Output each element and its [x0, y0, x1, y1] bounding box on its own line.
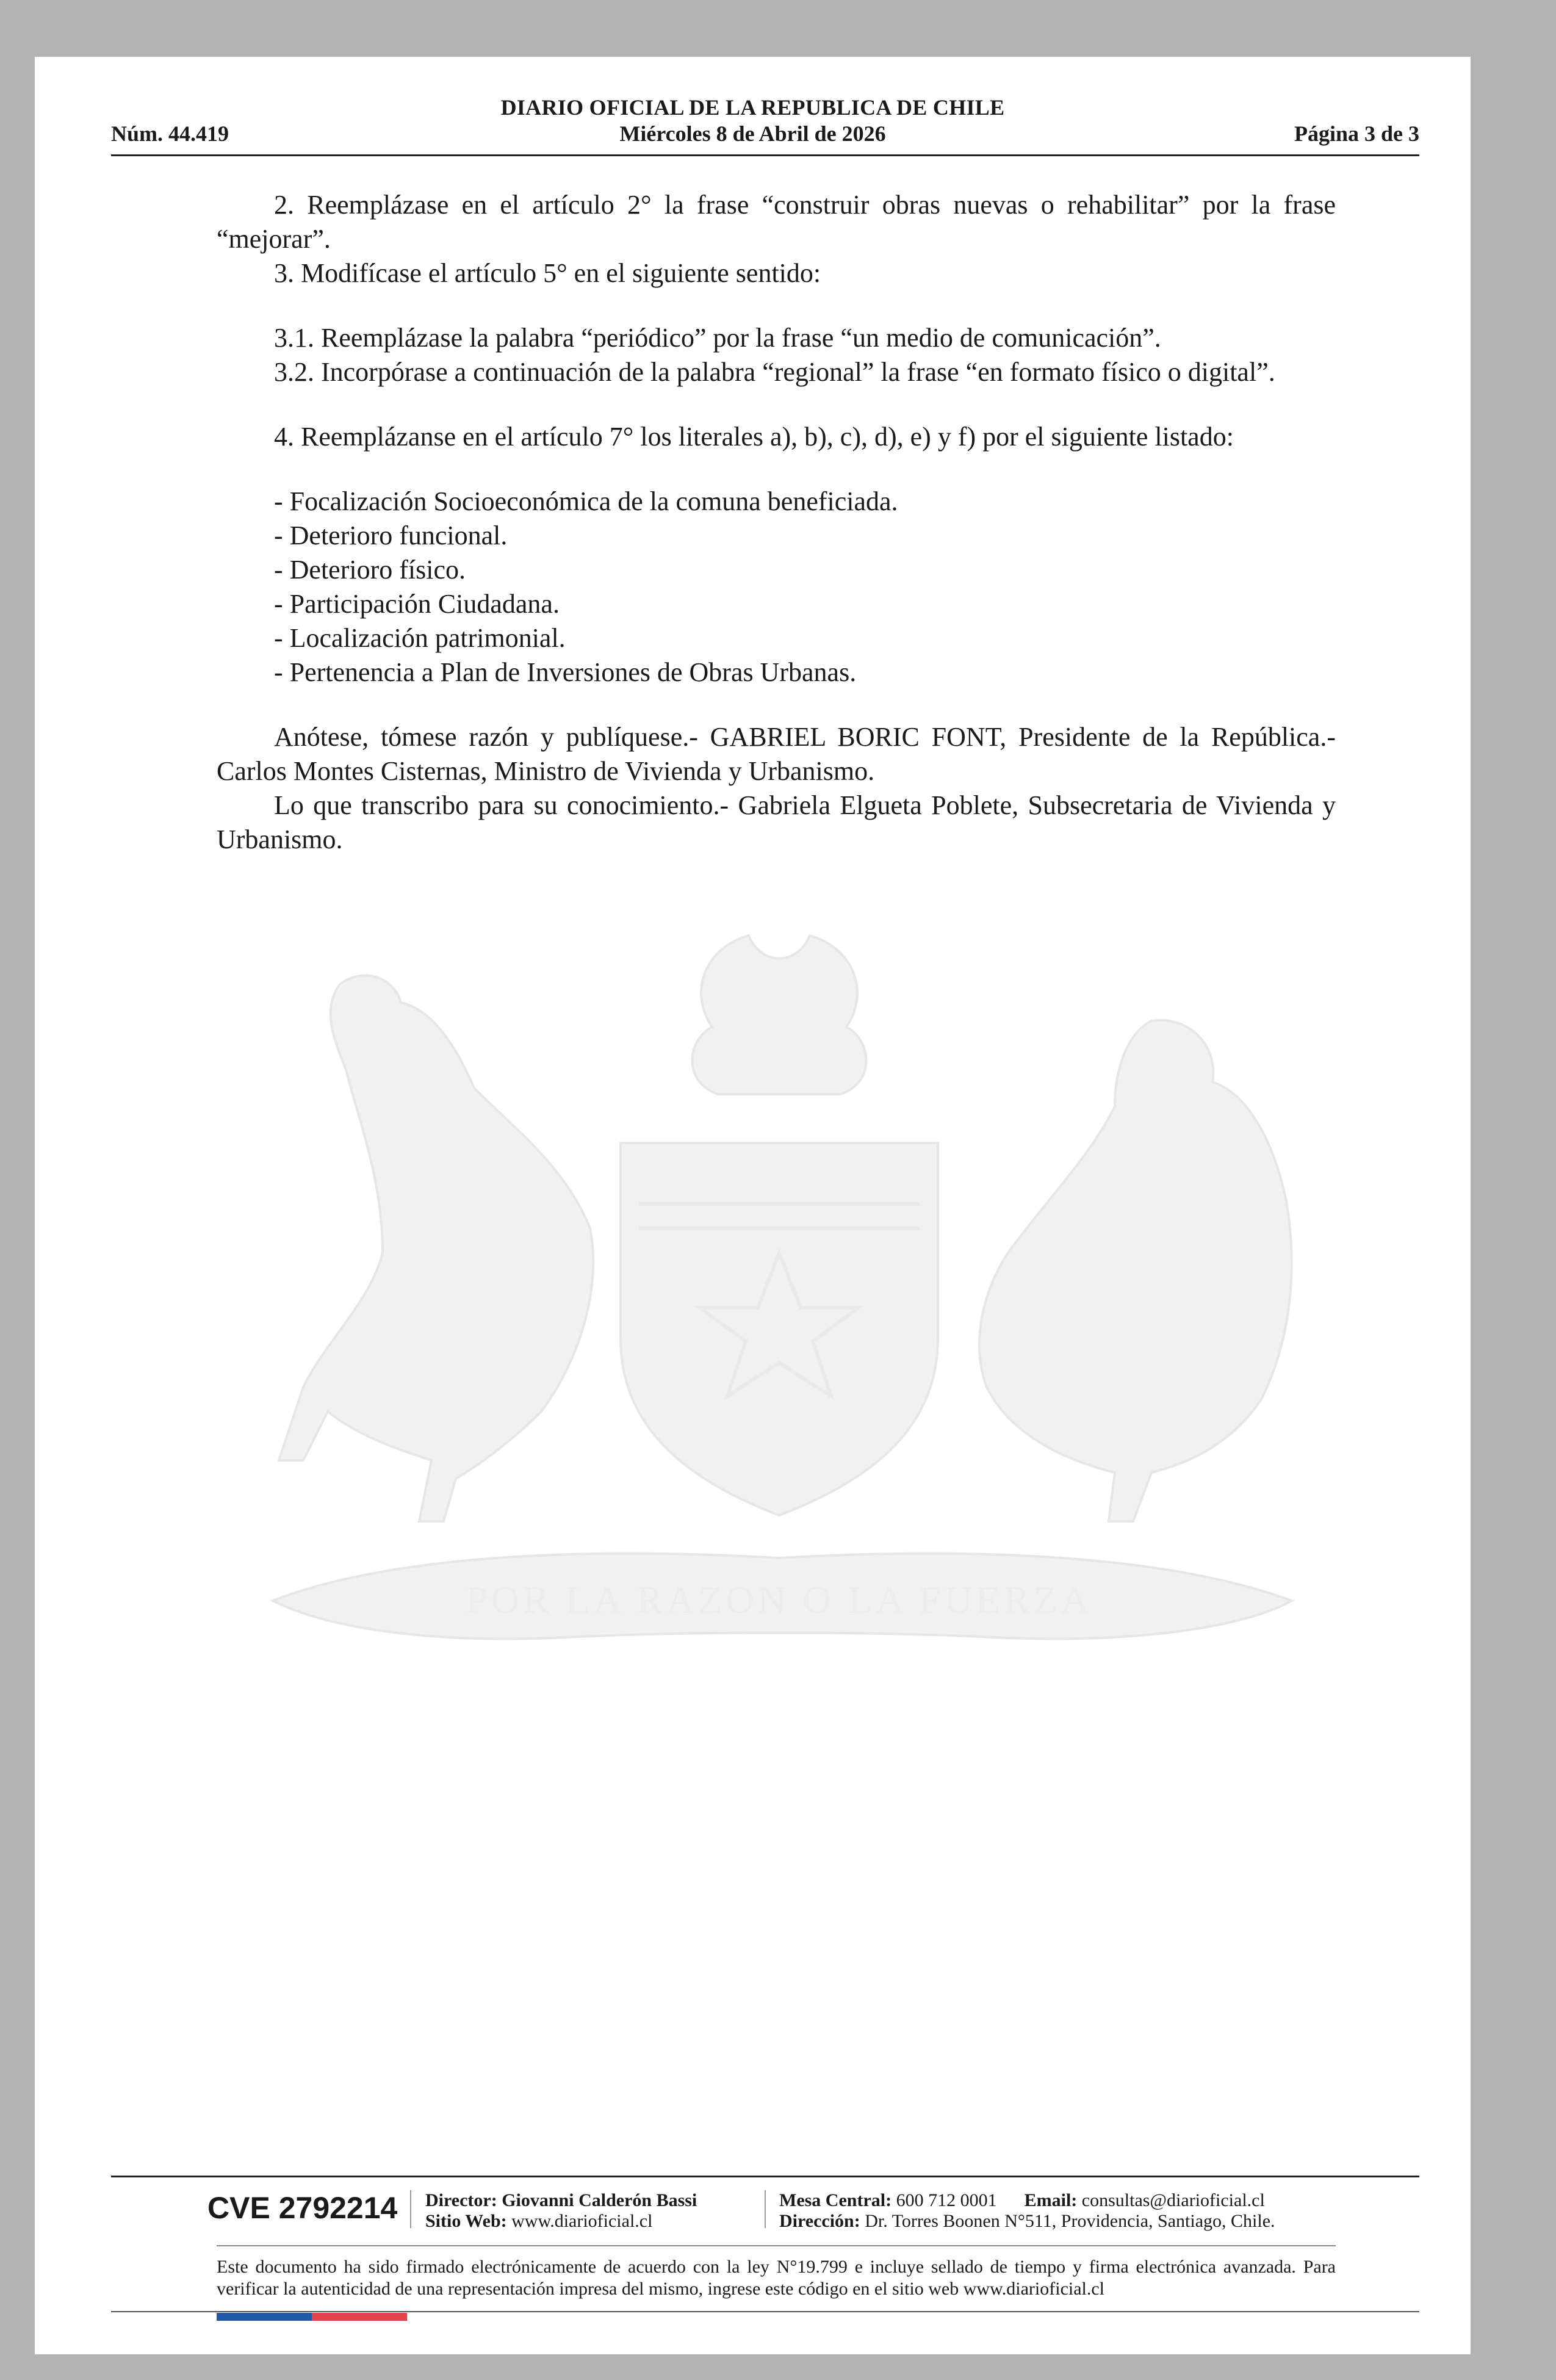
legal-notice: Este documento ha sido firmado electrónicamente de acuerdo con la ley N°19.799 e incluye sellado de tiempo y firma electrónica avanzada. Para verificar la autenticidad de una representación impresa del mismo, ingrese este código en el sitio web www.diarioficial.cl — [217, 2257, 1336, 2299]
cve-code: CVE 2792214 — [207, 2191, 398, 2225]
list-item: - Deterioro funcional. — [274, 521, 508, 550]
paragraph-2: 2. Reemplázase en el artículo 2° la frase “construir obras nuevas o rehabilitar” por la frase “mejorar”. — [217, 190, 1336, 254]
flag-stripe-blue — [217, 2313, 312, 2321]
list-item: - Localización patrimonial. — [274, 623, 566, 653]
signature-paragraph: Anótese, tómese razón y publíquese.- GABRIEL BORIC FONT, Presidente de la República.- Carlos Montes Cisternas, Ministro de Vivienda y Urbanismo. — [217, 722, 1336, 786]
issue-number: Núm. 44.419 — [111, 121, 229, 146]
mesa-label: Mesa Central: — [779, 2190, 892, 2210]
flag-stripe-red — [312, 2313, 407, 2321]
director-label: Director: — [425, 2190, 497, 2210]
list-item: - Pertenencia a Plan de Inversiones de Obras Urbanas. — [274, 657, 857, 687]
footer-separator — [765, 2190, 766, 2228]
footer-divider-top — [111, 2176, 1419, 2177]
list-item: - Participación Ciudadana. — [274, 589, 560, 619]
director-name: Giovanni Calderón Bassi — [502, 2190, 697, 2210]
page-indicator: Página 3 de 3 — [1294, 121, 1419, 146]
header-divider — [111, 154, 1419, 156]
address-value: Dr. Torres Boonen N°511, Providencia, Santiago, Chile. — [865, 2211, 1275, 2231]
address-line — [779, 2211, 1275, 2232]
website-label: Sitio Web: — [425, 2211, 507, 2231]
paragraph-4: 4. Reemplázanse en el artículo 7° los literales a), b), c), d), e) y f) por el siguiente listado: — [274, 422, 1234, 452]
transcription-paragraph: Lo que transcribo para su conocimiento.- Gabriela Elgueta Poblete, Subsecretaria de Vivienda y Urbanismo. — [217, 790, 1336, 854]
newspaper-title: DIARIO OFICIAL DE LA REPUBLICA DE CHILE — [500, 95, 1005, 120]
address-label: Dirección: — [779, 2211, 860, 2231]
footer-divider-mid — [217, 2245, 1336, 2246]
website-line — [425, 2211, 652, 2232]
coat-of-arms-watermark — [200, 911, 1359, 1741]
contact-line — [779, 2190, 1265, 2211]
footer-divider-bottom — [111, 2311, 1419, 2312]
website-link[interactable]: www.diarioficial.cl — [511, 2211, 653, 2231]
email-label: Email: — [1024, 2190, 1078, 2210]
document-body — [217, 188, 1336, 857]
mesa-phone: 600 712 0001 — [896, 2190, 997, 2210]
motto-text: POR LA RAZON O LA FUERZA — [466, 1578, 1093, 1621]
footer-separator — [410, 2190, 411, 2228]
paragraph-3: 3. Modifícase el artículo 5° en el siguiente sentido: — [274, 258, 821, 288]
list-item: - Deterioro físico. — [274, 555, 466, 585]
email-link[interactable]: consultas@diarioficial.cl — [1081, 2190, 1265, 2210]
issue-date: Miércoles 8 de Abril de 2026 — [619, 121, 886, 146]
document-page — [35, 57, 1471, 2354]
paragraph-3-2: 3.2. Incorpórase a continuación de la palabra “regional” la frase “en formato físico o digital”. — [274, 357, 1275, 387]
director-line — [425, 2190, 697, 2211]
criteria-list — [217, 485, 1336, 690]
list-item: - Focalización Socioeconómica de la comuna beneficiada. — [274, 486, 898, 516]
paragraph-3-1: 3.1. Reemplázase la palabra “periódico” por la frase “un medio de comunicación”. — [274, 323, 1161, 353]
